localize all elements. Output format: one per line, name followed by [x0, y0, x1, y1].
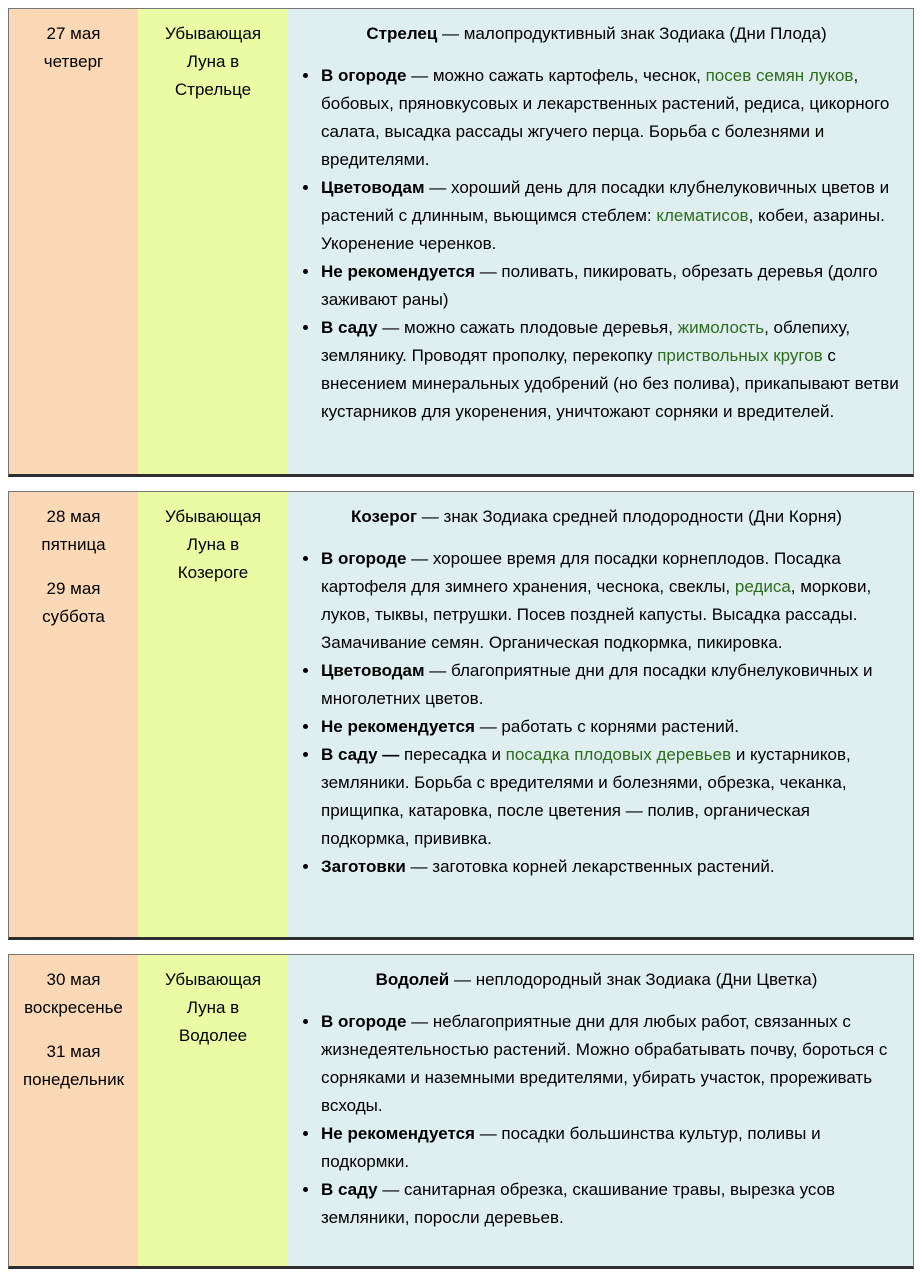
inline-link[interactable]: клематисов: [656, 206, 749, 225]
text-segment: — знак Зодиака средней плодородности (Дни Корня): [417, 507, 842, 526]
date-entry: 29 мая суббота: [42, 579, 105, 626]
date-cell: [9, 9, 138, 474]
text-segment: — малопродуктивный знак Зодиака (Дни Плода): [437, 24, 827, 43]
text-segment: — поливать, пикировать, обрезать деревья (долго заживают раны): [321, 262, 878, 309]
text-segment: пересадка и: [399, 745, 506, 764]
moon-phase-cell: Убывающая Луна в Стрельце: [138, 9, 288, 474]
inline-link[interactable]: посев семян луков: [705, 66, 854, 85]
date-entry: 27 мая четверг: [43, 24, 104, 71]
recommendation-item: [320, 853, 899, 881]
zodiac-header: [294, 20, 899, 48]
bullet-label: Не рекомендуется: [321, 1124, 475, 1143]
recommendation-item: [320, 62, 899, 174]
inline-link[interactable]: посадка плодовых деревьев: [505, 745, 732, 764]
date-entry: 30 мая воскресенье: [24, 970, 123, 1017]
text-segment: — неплодородный знак Зодиака (Дни Цветка): [449, 970, 818, 989]
date-entry: 31 мая понедельник: [22, 1042, 125, 1089]
text-segment: и кустарников, земляники. Борьба с вредителями и болезнями, обрезка, чеканка, прищипка, катаровка, после цветения — полив, органическая подкормка, прививка.: [321, 745, 851, 848]
description-cell: [288, 9, 913, 474]
recommendation-list: [294, 545, 899, 881]
recommendation-item: [320, 713, 899, 741]
text-segment: — заготовка корней лекарственных растений.: [405, 857, 775, 876]
inline-link[interactable]: приствольных кругов: [657, 346, 823, 365]
bullet-label: В саду: [321, 1180, 378, 1199]
text-segment: — неблагоприятные дни для любых работ, связанных с жизнедеятельностью растений. Можно обрабатывать почву, бороться с сорняками и наземными вредителями, убирать участок, прореживать всходы.: [321, 1012, 888, 1115]
bullet-label: Цветоводам: [321, 661, 425, 680]
inline-link[interactable]: жимолость: [677, 318, 765, 337]
text-segment: — хороший день для посадки клубнелуковичных цветов и растений с длинным, вьющимся стеблем:: [321, 178, 890, 225]
description-cell: [288, 492, 913, 937]
date-cell: [9, 492, 138, 937]
text-segment: — посадки большинства культур, поливы и подкормки.: [321, 1124, 821, 1171]
bullet-label: Водолей: [375, 970, 450, 989]
bullet-label: В саду —: [321, 745, 400, 764]
zodiac-header: [294, 503, 899, 531]
text-segment: , моркови, луков, тыквы, петрушки. Посев поздней капусты. Высадка рассады. Замачивание семян. Органическая подкормка, пикировка.: [321, 577, 872, 652]
text-segment: — хорошее время для посадки корнеплодов. Посадка картофеля для зимнего хранения, чеснока, свеклы,: [321, 549, 841, 596]
recommendation-item: [320, 1176, 899, 1232]
calendar-block: [8, 491, 914, 940]
recommendation-item: [320, 741, 899, 853]
recommendation-item: [320, 258, 899, 314]
recommendation-list: [294, 62, 899, 426]
recommendation-item: [320, 174, 899, 258]
text-segment: с внесением минеральных удобрений (но без полива), прикапывают ветви кустарников для укоренения, уничтожают сорняки и вредителей.: [321, 346, 899, 421]
zodiac-header: [294, 966, 899, 994]
inline-link[interactable]: редиса: [734, 577, 791, 596]
recommendation-item: [320, 545, 899, 657]
date-entry: 28 мая пятница: [41, 507, 106, 554]
text-segment: — можно сажать плодовые деревья,: [377, 318, 678, 337]
date-cell: [9, 955, 138, 1266]
text-segment: — благоприятные дни для посадки клубнелуковичных и многолетних цветов.: [321, 661, 873, 708]
moon-phase-cell: Убывающая Луна в Козероге: [138, 492, 288, 937]
text-segment: — можно сажать картофель, чеснок,: [406, 66, 706, 85]
bullet-label: В саду: [321, 318, 378, 337]
bullet-label: Цветоводам: [321, 178, 425, 197]
recommendation-item: [320, 1120, 899, 1176]
recommendation-list: [294, 1008, 899, 1232]
calendar-block: [8, 8, 914, 477]
calendar-block: [8, 954, 914, 1269]
recommendation-item: [320, 657, 899, 713]
text-segment: — работать с корнями растений.: [474, 717, 740, 736]
bullet-label: Козерог: [351, 507, 418, 526]
recommendation-item: [320, 314, 899, 426]
text-segment: , облепиху, землянику. Проводят прополку, перекопку: [321, 318, 851, 365]
bullet-label: В огороде: [321, 549, 407, 568]
recommendation-item: [320, 1008, 899, 1120]
bullet-label: В огороде: [321, 1012, 407, 1031]
bullet-label: Не рекомендуется: [321, 262, 475, 281]
bullet-label: Стрелец: [366, 24, 438, 43]
bullet-label: В огороде: [321, 66, 407, 85]
description-cell: [288, 955, 913, 1266]
text-segment: , кобеи, азарины. Укоренение черенков.: [321, 206, 885, 253]
bullet-label: Заготовки: [321, 857, 406, 876]
moon-phase-cell: Убывающая Луна в Водолее: [138, 955, 288, 1266]
text-segment: — санитарная обрезка, скашивание травы, вырезка усов земляники, поросли деревьев.: [321, 1180, 836, 1227]
bullet-label: Не рекомендуется: [321, 717, 475, 736]
text-segment: , бобовых, пряновкусовых и лекарственных растений, редиса, цикорного салата, высадка рассады жгучего перца. Борьба с болезнями и вредителями.: [321, 66, 890, 169]
